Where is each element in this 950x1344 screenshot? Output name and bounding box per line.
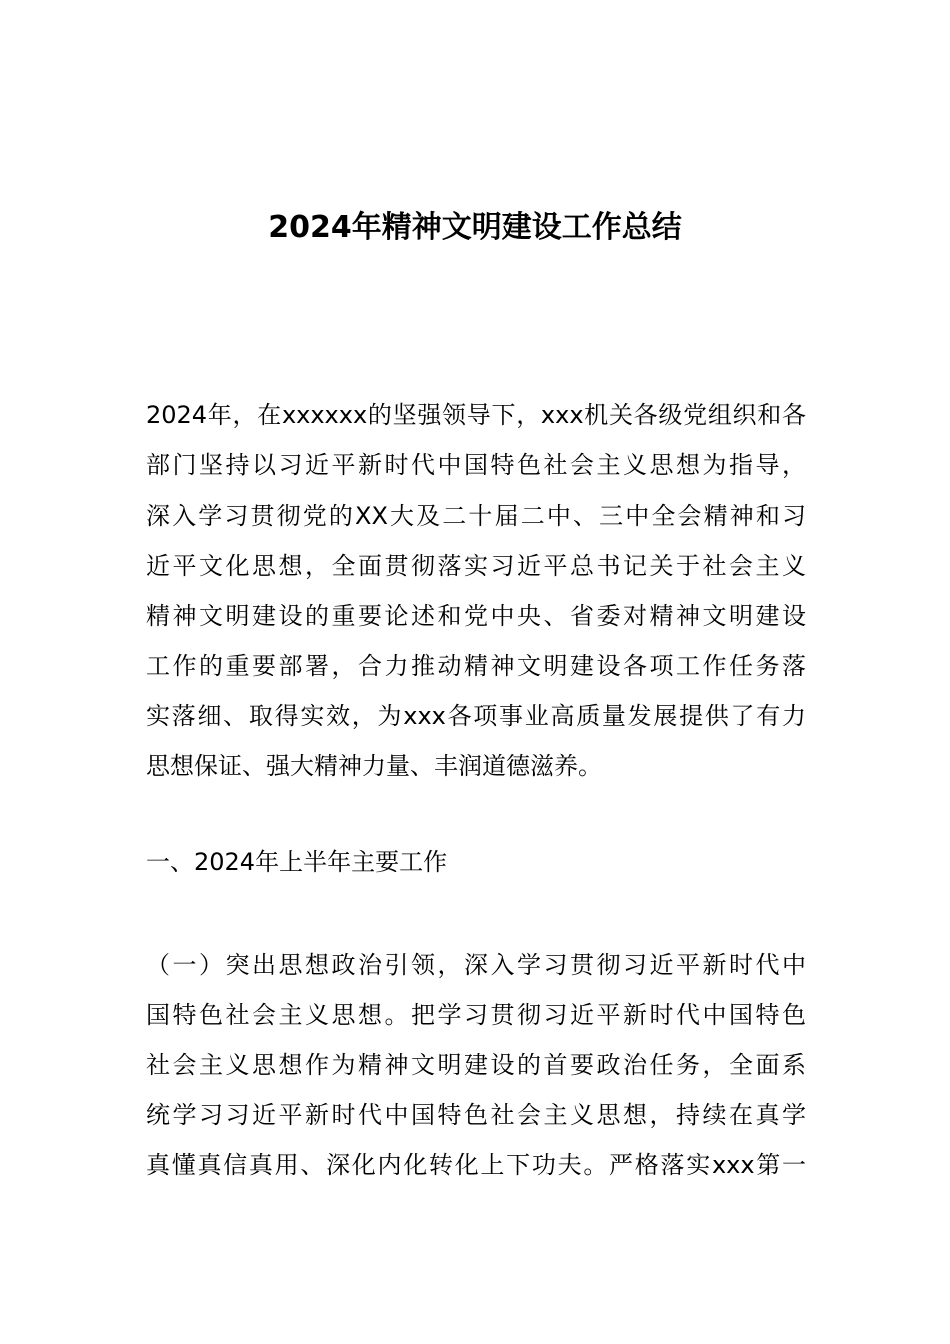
paragraph-line: 实落细、取得实效，为xxx各项事业高质量发展提供了有力 xyxy=(146,702,806,730)
paragraph-line: 思想保证、强大精神力量、丰润道德滋养。 xyxy=(146,752,602,780)
document-title: 2024年精神文明建设工作总结 xyxy=(268,210,682,245)
paragraph-line: 近平文化思想，全面贯彻落实习近平总书记关于社会主义 xyxy=(146,552,806,580)
paragraph-line: 部门坚持以习近平新时代中国特色社会主义思想为指导， xyxy=(146,451,806,479)
paragraph-line: 国特色社会主义思想。把学习贯彻习近平新时代中国特色 xyxy=(146,1001,806,1029)
paragraph-line: 真懂真信真用、深化内化转化上下功夫。严格落实xxx第一 xyxy=(146,1151,806,1179)
paragraph-line: 统学习习近平新时代中国特色社会主义思想，持续在真学 xyxy=(146,1101,806,1129)
paragraph-line: 精神文明建设的重要论述和党中央、省委对精神文明建设 xyxy=(146,602,806,630)
paragraph-line: 社会主义思想作为精神文明建设的首要政治任务，全面系 xyxy=(146,1051,806,1079)
section-heading: 一、2024年上半年主要工作 xyxy=(146,848,448,876)
paragraph-line: 2024年，在xxxxxx的坚强领导下，xxx机关各级党组织和各 xyxy=(146,401,806,429)
paragraph-line: （一）突出思想政治引领，深入学习贯彻习近平新时代中 xyxy=(146,951,806,979)
paragraph-line: 深入学习贯彻党的XX大及二十届二中、三中全会精神和习 xyxy=(146,502,806,530)
paragraph-line: 工作的重要部署，合力推动精神文明建设各项工作任务落 xyxy=(146,652,806,680)
